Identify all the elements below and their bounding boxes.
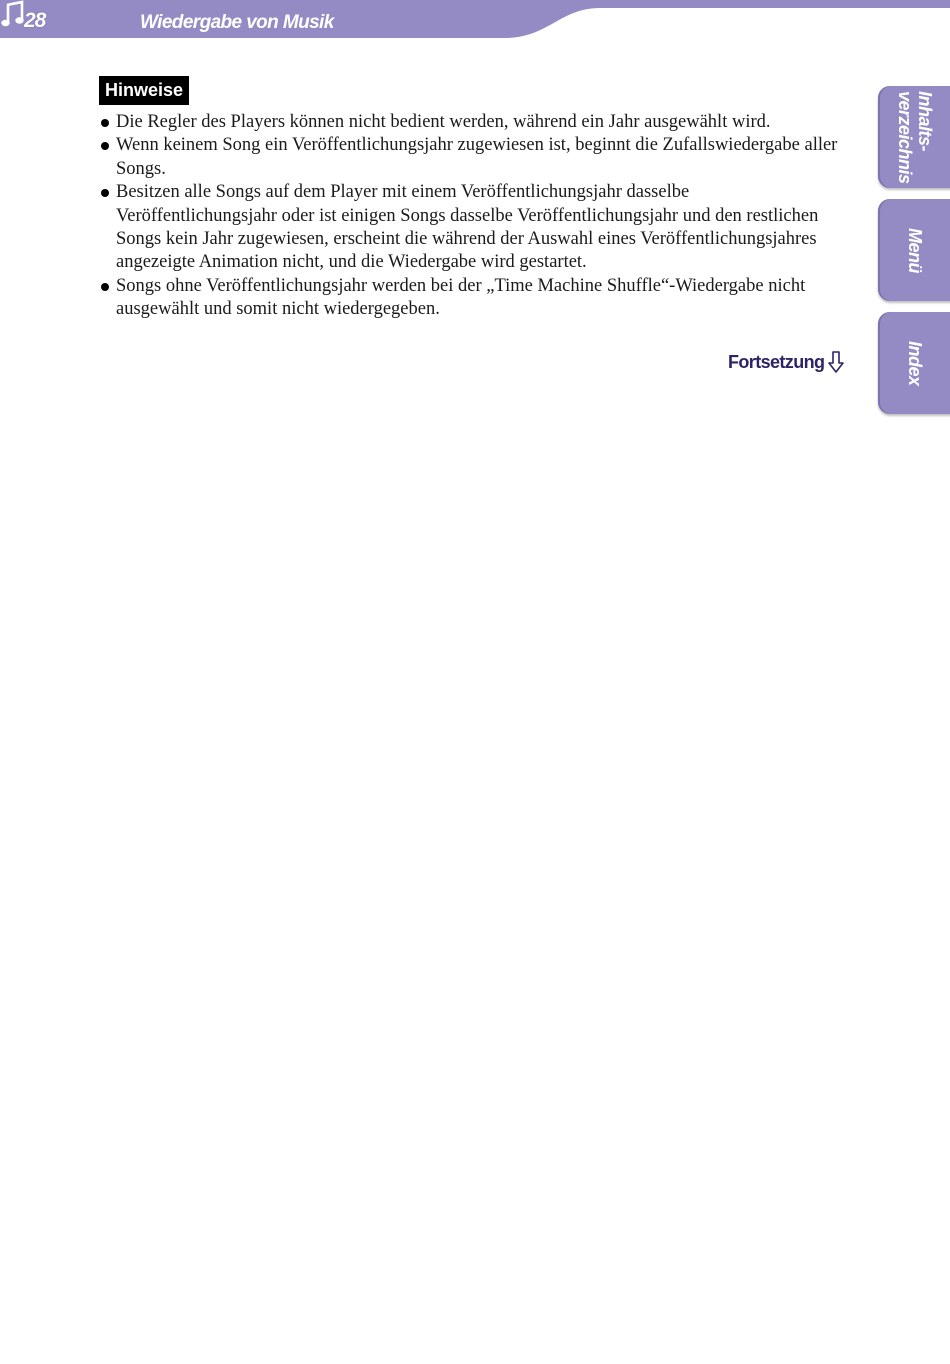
arrow-down-icon xyxy=(828,350,844,374)
bullet-icon xyxy=(101,283,109,291)
section-title: Wiedergabe von Musik xyxy=(140,12,334,33)
note-text: Die Regler des Players können nicht bedient werden, während ein Jahr ausgewählt wird. xyxy=(116,112,771,132)
note-text: Besitzen alle Songs auf dem Player mit einem Veröffentlichungsjahr dasselbe Veröffentlichungsjahr oder ist einigen Songs dasselbe Veröffentlichungsjahr und den restlichen Songs kein Jahr zugewiesen, erscheint die während der Auswahl eines Veröffentlichungsjahres angezeigte Animation nicht, und die Wiedergabe wird gestartet. xyxy=(116,182,819,273)
list-item xyxy=(99,275,844,322)
continuation-label: Fortsetzung xyxy=(728,351,825,372)
continuation-link[interactable] xyxy=(728,350,844,374)
page-number: 28 xyxy=(24,9,46,32)
bullet-icon xyxy=(101,119,109,127)
tab-index-label: Index xyxy=(905,340,925,386)
notes-heading: Hinweise xyxy=(99,76,189,105)
list-item xyxy=(99,181,844,275)
bullet-icon xyxy=(101,189,109,197)
list-item xyxy=(99,134,844,181)
bullet-icon xyxy=(101,142,109,150)
music-note-icon xyxy=(0,0,26,28)
tab-index[interactable] xyxy=(878,312,950,414)
tab-toc-label: Inhalts- verzeichnis xyxy=(895,90,935,184)
tab-table-of-contents[interactable] xyxy=(878,86,950,188)
note-text: Wenn keinem Song ein Veröffentlichungsjahr zugewiesen ist, beginnt die Zufallswiedergabe aller Songs. xyxy=(116,135,838,179)
tab-menu[interactable] xyxy=(878,199,950,301)
notes-list xyxy=(99,111,844,322)
note-text: Songs ohne Veröffentlichungsjahr werden bei der „Time Machine Shuffle“-Wiedergabe nicht ausgewählt und somit nicht wiedergegeben. xyxy=(116,275,806,320)
page-header xyxy=(0,0,950,40)
tab-menu-label: Menü xyxy=(905,227,925,273)
list-item xyxy=(99,111,844,134)
